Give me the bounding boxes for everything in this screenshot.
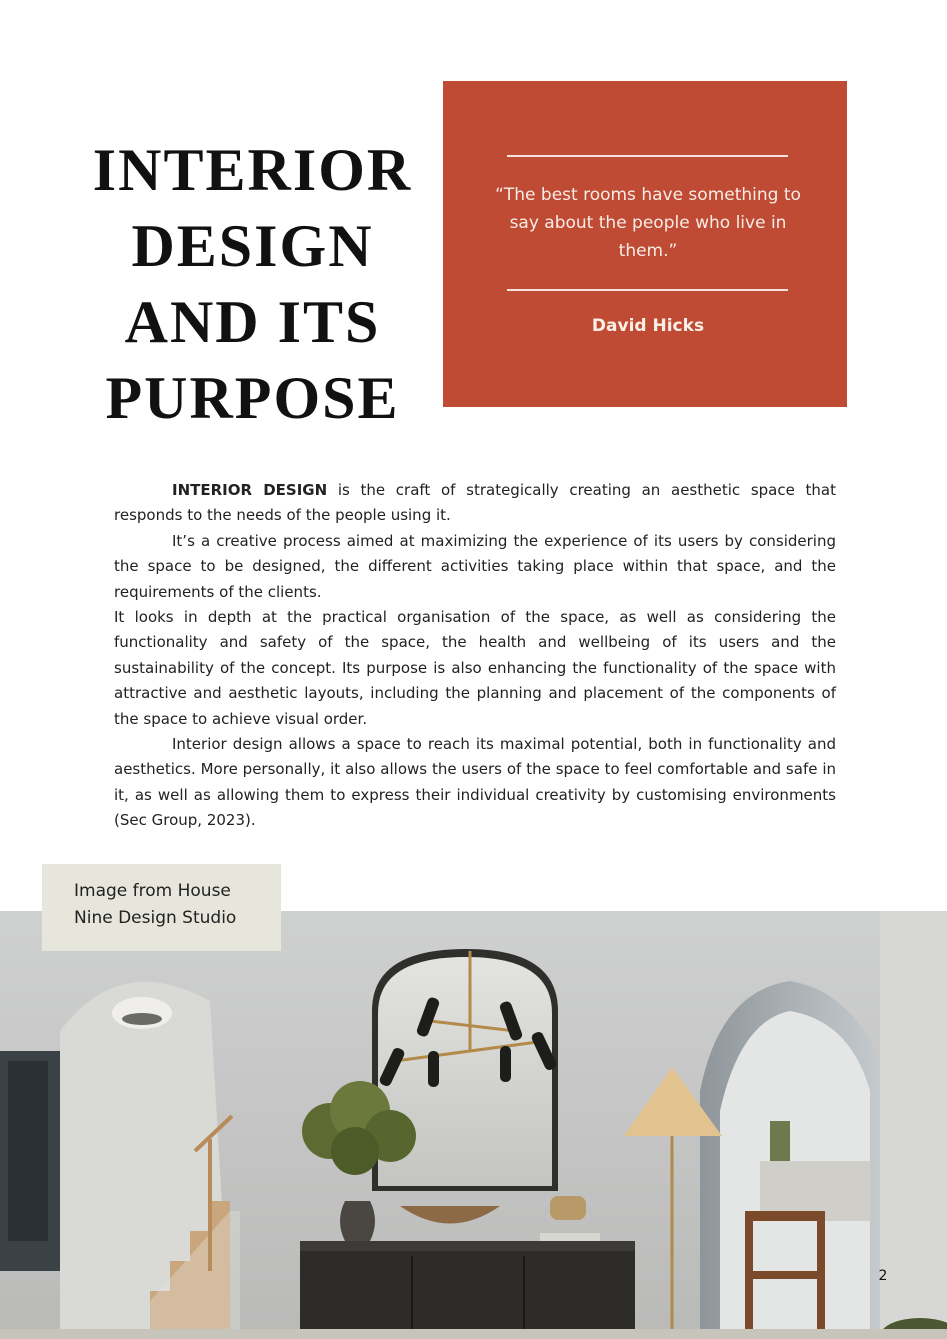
title-line-3: AND ITS: [124, 289, 381, 356]
paragraph-1-text: is the craft of strategically creating an aesthetic space that responds to the needs of the people using it.: [114, 481, 836, 525]
title-line-1: INTERIOR: [92, 137, 413, 204]
interior-photo-illustration: [0, 911, 947, 1339]
page-number: 2: [878, 1268, 888, 1284]
paragraph-2: It’s a creative process aimed at maximizing the experience of its users by considering the space to be designed, the different activities taking place within that space, and the requirements of the clients.: [114, 531, 836, 601]
title-line-4: PURPOSE: [105, 365, 400, 432]
image-caption: [42, 864, 281, 951]
paragraph-3: It looks in depth at the practical organisation of the space, as well as considering the functionality and safety of the space, the health and wellbeing of its users and the sustainability of the concept. Its purpose is also enhancing the functionality of the space with attractive and aesthetic layouts, including the planning and placement of the components of the space to achieve visual order.: [114, 608, 836, 728]
title-line-2: DESIGN: [131, 213, 374, 280]
interior-photo: [0, 911, 947, 1339]
body-text: [114, 478, 836, 834]
paragraph-4: Interior design allows a space to reach its maximal potential, both in functionality and aesthetics. More personally, it also allows the users of the space to feel comfortable and safe in it, as well as allowing them to express their individual creativity by customising environments (Sec Group, 2023).: [114, 735, 836, 830]
image-caption-text: Image from House Nine Design Studio: [74, 881, 237, 928]
quote-box: [443, 81, 847, 407]
quote-bottom-rule: [507, 289, 788, 291]
quote-text: “The best rooms have something to say about the people who live in them.”: [495, 185, 801, 261]
page-title: [60, 132, 445, 436]
paragraph-1: [114, 478, 836, 529]
quote-author: David Hicks: [591, 316, 705, 336]
quote-top-rule: [507, 155, 788, 157]
paragraph-1-lead: INTERIOR DESIGN: [172, 481, 328, 499]
